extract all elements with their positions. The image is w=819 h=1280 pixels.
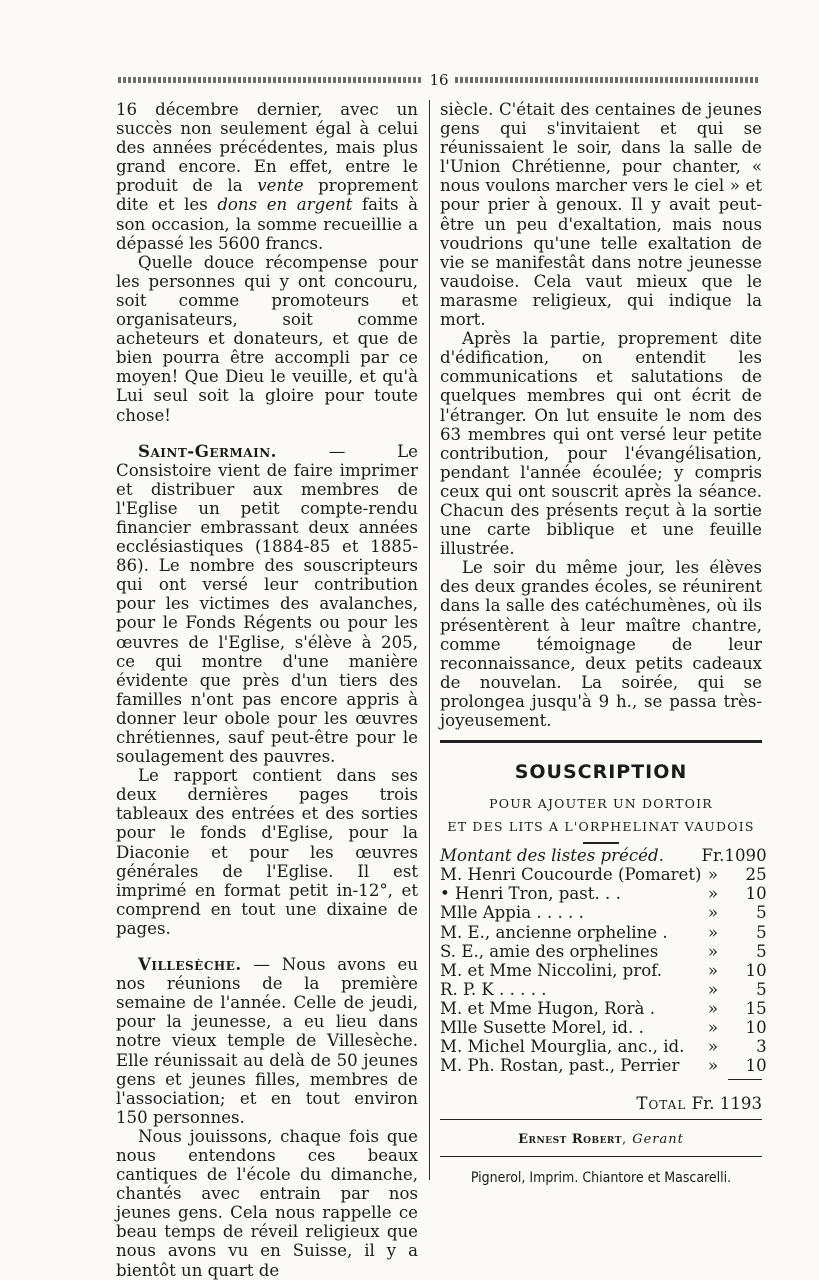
paragraph-siecle: siècle. C'était des centaines de jeunes gens qui s'invitaient et qui se réunissaient le soir, dans la salle de l'Union Chrétienne, pour chanter, « nous voulons marcher vers le ciel » et pour prier à genoux. Il y avait peut-être un peu d'exaltation, mais nous voudrions qu'une telle exaltation de vie se manifestât dans notre jeunesse vaudoise. Cela vaut mieux que le marasme religieux, qui indique la mort. [440,100,762,330]
paragraph-rapport: Le rapport contient dans ses deux dernières pages trois tableaux des entrées et des sorties pour le fonds d'Eglise, pour la Diaconie et pour les œuvres générales de l'Eglise. Il est imprimé en format petit in-12°, et comprend en tout une dixaine de pages. [116,766,418,938]
souscription-row: M. Michel Mourglia, anc., id. » 3 [440,1037,767,1057]
paragraph-recompense: Quelle douce récompense pour les personnes qui y ont concouru, soit comme promoteurs et organisateurs, soit comme acheteurs et donateurs, et que de bien pourra être accompli par ce moyen! Que Dieu le veuille, et qu'à Lui seul soit la gloire pour toute chose! [116,252,418,425]
page-number: 16 [429,71,449,89]
left-column [116,100,418,1280]
footer-rule-2 [440,1156,762,1157]
souscription-row: M. et Mme Niccolini, prof. » 10 [440,960,767,980]
souscription-subtitle-2: ET DES LITS A L'ORPHELINAT VAUDOIS [447,819,755,835]
souscription-title: SOUSCRIPTION [514,761,688,784]
imprimeur-line: Pignerol, Imprim. Chiantore et Mascarelli. [470,1169,732,1186]
header-rule-left [118,77,423,83]
souscription-row: Mlle Appia . . . . . » 5 [440,903,767,923]
total-line: Total Fr. 1193 [636,1094,762,1114]
souscription-row: Mlle Susette Morel, id. . » 10 [440,1018,767,1038]
section-heading-saint-germain: Saint-Germain. [138,440,277,461]
page-header [118,70,760,90]
souscription-row: M. Ph. Rostan, past., Perrier » 10 [440,1056,767,1076]
previous-total-row: Montant des listes précéd. Fr. 1090 [440,846,767,866]
paragraph-edification: Après la partie, proprement dite d'édification, on entendit les communications et salutations de quelques membres qui ont écrit de l'étranger. On lut ensuite le nom des 63 membres qui ont versé leur petite contribution, pour l'évangélisation, pendant l'année écoulée; y compris ceux qui ont souscrit après la séance. Chacun des présents reçut à la sortie une carte biblique et une feuille illustrée. [440,329,762,559]
column-divider [429,100,430,1180]
paragraph-cantiques: Nous jouissons, chaque fois que nous entendons ces beaux cantiques de l'école du dimanche, chantés avec entrain par nos jeunes gens. Cela nous rappelle ce beau temps de réveil religieux que nous avons vu en Suisse, il y a bientôt un quart de [116,1126,418,1280]
header-rule-right [455,77,760,83]
souscription-row: M. E., ancienne orpheline . » 5 [440,922,767,942]
total-rule [728,1079,762,1080]
footer-rule [440,1119,762,1120]
souscription-row: R. P. K . . . . . » 5 [440,979,767,999]
gerant-line: Ernest Robert, Gerant [518,1132,684,1148]
souscription-row: • Henri Tron, past. . . » 10 [440,884,767,904]
paragraph-soir: Le soir du même jour, les élèves des deux grandes écoles, se réunirent dans la salle des catéchumènes, où ils présentèrent à leur maître chantre, comme témoignage de leur reconnaissance, deux petits cadeaux de nouvelan. La soirée, qui se prolongea jusqu'à 9 h., se passa très-joyeusement. [440,558,762,730]
souscription-row: M. Henri Coucourde (Pomaret) » 25 [440,865,767,885]
right-column [440,100,767,1188]
souscription-row: S. E., amie des orphelines » 5 [440,941,767,961]
souscription-list [440,846,767,1075]
paragraph-vente: 16 décembre dernier, avec un succès non seulement égal à celui des années précédentes, mais plus grand encore. En effet, entre le produit de la vente proprement dite et les dons en argent faits à son occasion, la somme recueillie a dépassé les 5600 francs. [116,100,419,253]
section-heading-villeseche: Villesèche. [138,954,242,975]
paragraph-saint-germain: Saint-Germain. — Le Consistoire vient de faire imprimer et distribuer aux membres de l'Eglise un petit compte-rendu financier embrassant deux années ecclésiastiques (1884-85 et 1885-86). Le nombre des souscripteurs qui ont versé leur contribution pour les victimes des avalanches, pour le Fonds Régents ou pour les œuvres de l'Eglise, s'élève à 205, ce qui montre d'une manière évidente que près d'un tiers des familles n'ont pas encore appris à donner leur obole pour les œuvres chrétiennes, sauf peut-être pour le soulagement des pauvres. [116,440,418,767]
section-rule [440,740,762,743]
souscription-row: M. et Mme Hugon, Rorà . » 15 [440,998,767,1018]
souscription-block [440,761,767,1114]
souscription-subtitle-1: POUR AJOUTER UN DORTOIR [489,796,713,812]
short-divider [583,842,619,844]
paragraph-villeseche: Villesèche. — Nous avons eu nos réunions de la première semaine de l'année. Celle de jeudi, pour la jeunesse, a eu lieu dans notre vieux temple de Villesèche. Elle réunissait au delà de 50 jeunes gens et jeunes filles, membres de l'association; et en tout environ 150 personnes. [116,954,418,1127]
